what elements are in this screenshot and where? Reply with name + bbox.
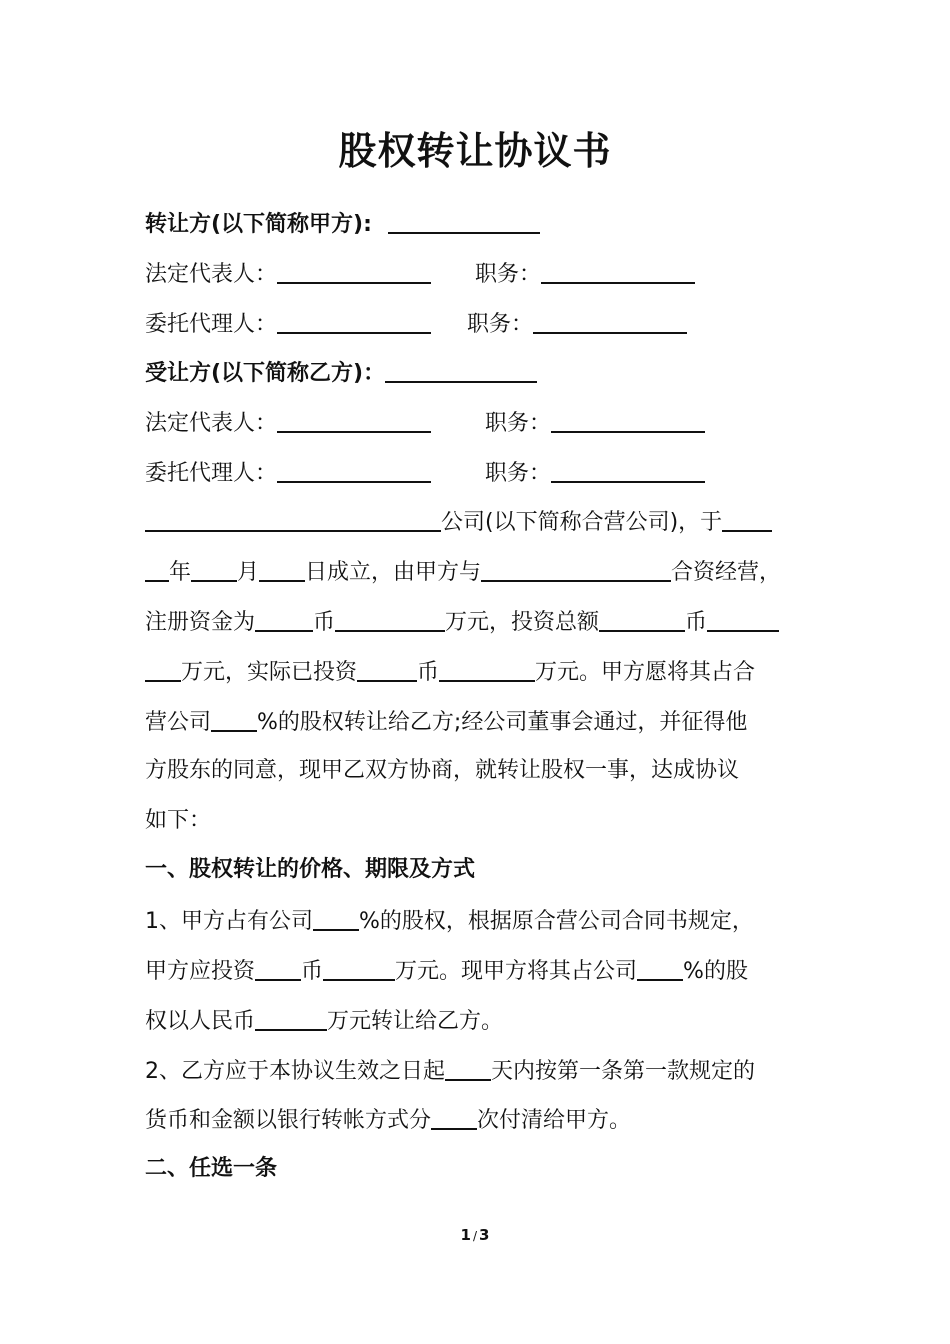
paragraph-text: 年 bbox=[169, 560, 192, 585]
section-1-heading bbox=[145, 855, 475, 885]
paragraph-line-7 bbox=[145, 806, 211, 836]
paragraph-text: 万元，实际已投资 bbox=[181, 660, 358, 685]
total-currency-blank[interactable] bbox=[599, 606, 685, 632]
paragraph-text: 币 bbox=[313, 610, 336, 635]
paragraph-text: 币 bbox=[685, 610, 708, 635]
day-blank[interactable] bbox=[259, 556, 305, 582]
transferee-agent-line bbox=[145, 457, 705, 489]
share-percent-blank[interactable] bbox=[313, 905, 359, 931]
reg-amount-blank[interactable] bbox=[335, 606, 445, 632]
paragraph-text: 营公司 bbox=[145, 710, 212, 735]
current-page: 1 bbox=[460, 1226, 471, 1244]
item-text: 万元。现甲方将其占公司 bbox=[395, 959, 638, 984]
actual-currency-blank[interactable] bbox=[357, 656, 417, 682]
days-blank[interactable] bbox=[445, 1055, 491, 1081]
position-label: 职务： bbox=[467, 312, 534, 337]
position-label: 职务： bbox=[485, 411, 552, 436]
item-text: %的股 bbox=[683, 959, 748, 984]
item-text: 万元转让给乙方。 bbox=[327, 1009, 504, 1034]
section-1-item-2-line-2 bbox=[145, 1104, 631, 1136]
section-1-item-1-line-1 bbox=[145, 905, 754, 937]
paragraph-line-2 bbox=[145, 556, 781, 588]
paragraph-text: 方股东的同意，现甲乙双方协商，就转让股权一事，达成协议 bbox=[145, 758, 740, 783]
transferor-agent-line bbox=[145, 308, 687, 340]
item-text: 2、乙方应于本协议生效之日起 bbox=[145, 1059, 445, 1084]
paragraph-text: 日成立，由甲方与 bbox=[305, 560, 482, 585]
transferee-label: 受让方(以下简称乙方)： bbox=[145, 361, 386, 386]
agent-blank[interactable] bbox=[277, 308, 431, 334]
page-separator: / bbox=[472, 1229, 478, 1243]
installments-blank[interactable] bbox=[431, 1104, 477, 1130]
reg-currency-blank[interactable] bbox=[255, 606, 313, 632]
paragraph-text: 公司(以下简称合营公司)，于 bbox=[441, 510, 723, 535]
actual-amount-blank[interactable] bbox=[439, 656, 535, 682]
paragraph-text: 万元。甲方愿将其占合 bbox=[535, 660, 756, 685]
transferor-line bbox=[145, 208, 540, 240]
paragraph-text: 如下： bbox=[145, 808, 212, 833]
item-text: %的股权，根据原合营公司合同书规定， bbox=[359, 909, 754, 934]
company-name-blank[interactable] bbox=[145, 506, 441, 532]
year-blank-cont[interactable] bbox=[145, 556, 169, 582]
paragraph-line-4 bbox=[145, 656, 755, 688]
agent-blank[interactable] bbox=[277, 457, 431, 483]
transferee-legal-rep-line bbox=[145, 407, 705, 439]
position-blank[interactable] bbox=[551, 457, 705, 483]
transferor-blank[interactable] bbox=[388, 208, 540, 234]
agent-label: 委托代理人： bbox=[145, 461, 278, 486]
percent-blank[interactable] bbox=[211, 706, 257, 732]
position-blank[interactable] bbox=[551, 407, 705, 433]
paragraph-text: 万元，投资总额 bbox=[445, 610, 600, 635]
position-label: 职务： bbox=[475, 262, 542, 287]
paragraph-line-6 bbox=[145, 756, 739, 786]
item-text: 甲方应投资 bbox=[145, 959, 256, 984]
total-pages: 3 bbox=[479, 1226, 490, 1244]
legal-rep-label: 法定代表人： bbox=[145, 411, 278, 436]
paragraph-text: 币 bbox=[417, 660, 440, 685]
transferee-blank[interactable] bbox=[385, 357, 537, 383]
item-text: 1、甲方占有公司 bbox=[145, 909, 313, 934]
total-amount-blank[interactable] bbox=[707, 606, 779, 632]
paragraph-text: 合资经营， bbox=[671, 560, 782, 585]
invest-amount-blank[interactable] bbox=[323, 955, 395, 981]
paragraph-line-1 bbox=[145, 506, 772, 538]
legal-rep-blank[interactable] bbox=[277, 258, 431, 284]
section-title: 一、股权转让的价格、期限及方式 bbox=[145, 857, 476, 882]
item-text: 币 bbox=[301, 959, 324, 984]
paragraph-text: 月 bbox=[237, 560, 260, 585]
item-text: 权以人民币 bbox=[145, 1009, 256, 1034]
price-blank[interactable] bbox=[255, 1005, 327, 1031]
total-amount-blank-cont[interactable] bbox=[145, 656, 181, 682]
transfer-percent-blank[interactable] bbox=[637, 955, 683, 981]
document-title: 股权转让协议书 bbox=[338, 129, 612, 173]
page-number bbox=[0, 1226, 950, 1244]
position-blank[interactable] bbox=[533, 308, 687, 334]
transferor-label: 转让方(以下简称甲方): bbox=[145, 212, 372, 237]
item-text: 天内按第一条第一款规定的 bbox=[491, 1059, 756, 1084]
invest-currency-blank[interactable] bbox=[255, 955, 301, 981]
paragraph-line-5 bbox=[145, 706, 747, 738]
legal-rep-label: 法定代表人： bbox=[145, 262, 278, 287]
item-text: 次付清给甲方。 bbox=[477, 1108, 632, 1133]
partner-blank[interactable] bbox=[481, 556, 671, 582]
paragraph-text: %的股权转让给乙方;经公司董事会通过，并征得他 bbox=[257, 710, 748, 735]
paragraph-line-3 bbox=[145, 606, 779, 638]
legal-rep-blank[interactable] bbox=[277, 407, 431, 433]
position-label: 职务： bbox=[485, 461, 552, 486]
transferor-legal-rep-line bbox=[145, 258, 695, 290]
year-blank[interactable] bbox=[722, 506, 772, 532]
agent-label: 委托代理人： bbox=[145, 312, 278, 337]
transferee-line bbox=[145, 357, 537, 389]
section-1-item-1-line-3 bbox=[145, 1005, 503, 1037]
section-title: 二、任选一条 bbox=[145, 1156, 278, 1181]
section-1-item-2-line-1 bbox=[145, 1055, 755, 1087]
section-2-heading bbox=[145, 1154, 277, 1184]
paragraph-text: 注册资金为 bbox=[145, 610, 256, 635]
section-1-item-1-line-2 bbox=[145, 955, 748, 987]
month-blank[interactable] bbox=[191, 556, 237, 582]
item-text: 货币和金额以银行转帐方式分 bbox=[145, 1108, 432, 1133]
position-blank[interactable] bbox=[541, 258, 695, 284]
